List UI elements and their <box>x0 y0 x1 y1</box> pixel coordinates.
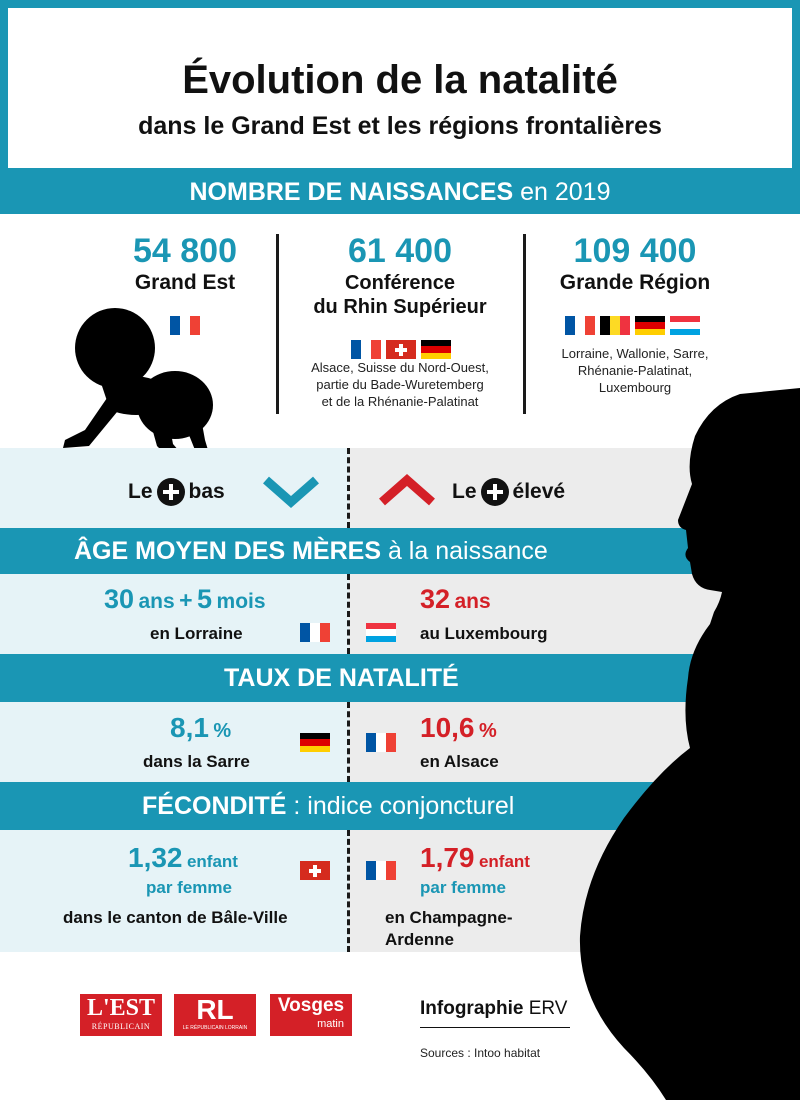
grande-region-value: 109 400 <box>573 232 697 270</box>
age-high-num: 32 <box>420 584 451 614</box>
rhin-name-1: Conférence <box>344 272 456 294</box>
legend-high-post: élevé <box>512 480 566 503</box>
grande-region-desc-1: Lorraine, Wallonie, Sarre, <box>561 346 709 361</box>
grande-region-name: Grande Région <box>559 271 711 294</box>
fecondite-heading-bold: FÉCONDITÉ <box>142 792 287 820</box>
section-heading-taux: TAUX DE NATALITÉ <box>224 664 459 692</box>
column-divider <box>523 234 526 414</box>
legend-low-pre: Le <box>128 480 153 503</box>
rhin-desc-1: Alsace, Suisse du Nord-Ouest, <box>311 360 489 375</box>
fecondite-heading-rest: : indice conjoncturel <box>293 792 515 820</box>
legend-low <box>128 478 225 506</box>
naissances-heading-rest: en 2019 <box>520 178 611 206</box>
age-low-num2: 5 <box>197 584 213 614</box>
rhin-block <box>286 232 514 410</box>
rhin-desc-2: partie du Bade-Wuretemberg <box>316 377 484 392</box>
rhin-name-2: du Rhin Supérieur <box>313 296 487 318</box>
flag-france-icon <box>565 316 595 335</box>
grande-region-desc-2: Rhénanie-Palatinat, <box>577 363 693 378</box>
baby-silhouette-icon <box>55 300 215 470</box>
flag-belgium-icon <box>600 316 630 335</box>
age-heading-bold: ÂGE MOYEN DES MÈRES <box>74 537 381 565</box>
center-divider <box>347 702 350 782</box>
sources: Sources : Intoo habitat <box>420 1046 541 1060</box>
fecondite-low-unit: enfant <box>186 852 238 871</box>
age-heading-rest: à la naissance <box>387 537 548 565</box>
rhin-value: 61 400 <box>348 232 452 270</box>
age-high-value <box>420 584 491 615</box>
grand-est-name: Grand Est <box>134 271 236 294</box>
flag-germany-icon <box>421 340 451 359</box>
flag-france-icon <box>366 733 396 752</box>
taux-low-value <box>170 712 231 744</box>
logo-republicain-lorrain <box>174 994 256 1036</box>
fecondite-low-unit2: par femme <box>146 878 232 897</box>
fecondite-high-place-1: en Champagne- <box>385 908 513 927</box>
flag-luxembourg-icon <box>366 623 396 642</box>
grand-est-block <box>100 232 270 295</box>
age-high-unit: ans <box>454 590 491 613</box>
credit-bold: Infographie <box>420 998 524 1019</box>
chevron-down-icon <box>262 476 320 508</box>
pregnant-woman-silhouette-icon <box>570 388 800 1100</box>
fecondite-high-num: 1,79 <box>420 842 475 873</box>
flag-switzerland-icon <box>300 861 330 880</box>
plus-icon <box>481 478 509 506</box>
logo-vosges-matin <box>270 994 352 1036</box>
age-low-place: en Lorraine <box>150 624 243 643</box>
flag-germany-icon <box>635 316 665 335</box>
credit-underline <box>420 1027 570 1028</box>
taux-high-num: 10,6 <box>420 712 475 743</box>
fecondite-high-value <box>420 842 530 874</box>
flag-germany-icon <box>300 733 330 752</box>
taux-low-place: dans la Sarre <box>143 752 250 771</box>
age-low-unit1: ans <box>138 590 175 613</box>
fecondite-high-unit2: par femme <box>420 878 506 897</box>
logo2-line2: LE RÉPUBLICAIN LORRAIN <box>182 1025 248 1031</box>
fecondite-low-num: 1,32 <box>128 842 183 873</box>
flag-luxembourg-icon <box>670 316 700 335</box>
plus-icon <box>157 478 185 506</box>
legend-high <box>452 478 565 506</box>
flag-france-icon <box>366 861 396 880</box>
fecondite-low-place: dans le canton de Bâle-Ville <box>63 908 288 927</box>
logo3-line2: matin <box>317 1018 344 1030</box>
legend-low-post: bas <box>188 480 225 503</box>
flag-france-icon <box>300 623 330 642</box>
fecondite-low-value <box>128 842 238 874</box>
grande-region-block <box>534 232 736 396</box>
center-divider <box>347 830 350 952</box>
chevron-up-icon <box>378 474 436 506</box>
header <box>8 8 792 168</box>
page-subtitle: dans le Grand Est et les régions frontalières <box>138 112 662 140</box>
logo-lest-republicain <box>80 994 162 1036</box>
logo1-line1: L'EST <box>86 995 156 1021</box>
taux-high-place: en Alsace <box>420 752 499 771</box>
flag-switzerland-icon <box>386 340 416 359</box>
grand-est-value: 54 800 <box>133 232 237 270</box>
age-high-place: au Luxembourg <box>420 624 548 643</box>
infographie-credit <box>420 998 567 1020</box>
taux-high-unit: % <box>478 720 497 742</box>
age-low-unit2: mois <box>216 590 266 613</box>
logo2-line1: RL <box>196 994 234 1025</box>
grande-region-desc-3: Luxembourg <box>598 380 672 395</box>
center-divider <box>347 574 350 654</box>
age-low-value <box>104 584 266 615</box>
naissances-heading-bold: NOMBRE DE NAISSANCES <box>189 178 514 206</box>
rhin-desc-3: et de la Rhénanie-Palatinat <box>321 394 479 409</box>
taux-high-value <box>420 712 497 744</box>
age-low-plus: + <box>179 587 193 613</box>
logo3-line1: Vosges <box>277 995 345 1016</box>
age-low-num1: 30 <box>104 584 135 614</box>
fecondite-high-unit: enfant <box>478 852 530 871</box>
flag-france-icon <box>351 340 381 359</box>
section-heading-age <box>74 531 548 571</box>
credit-rest: ERV <box>528 998 568 1019</box>
taux-low-num: 8,1 <box>170 712 209 743</box>
taux-low-unit: % <box>213 720 232 742</box>
section-heading-fecondite <box>142 786 514 826</box>
legend-high-pre: Le <box>452 480 477 503</box>
page-title: Évolution de la natalité <box>182 58 618 102</box>
logo1-line2: RÉPUBLICAIN <box>91 1022 151 1031</box>
fecondite-high-place-2: Ardenne <box>385 930 454 949</box>
center-divider <box>347 448 350 528</box>
section-heading-naissances <box>0 172 800 212</box>
column-divider <box>276 234 279 414</box>
